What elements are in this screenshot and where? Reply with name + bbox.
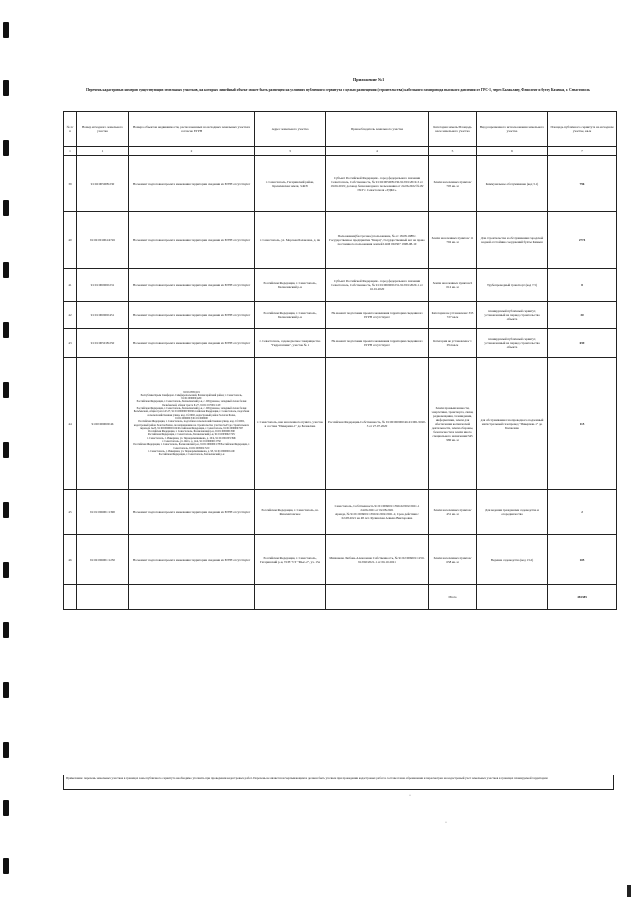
cell-owner: Севастополь, Собственность 91:01:006001:1390-02/002/2021-1 24.06.2021 от 02.08.2021 Аренда, № 91:01:006001:1390-91/002/2021-2, Срок действия с 02.08.2021 на 48 лет. Кучинская Алиева Викторовна: [326, 490, 429, 535]
table-row: [64, 358, 617, 490]
header-cell: Номер исходного земельного участка: [77, 112, 129, 147]
column-number: 1: [64, 147, 77, 156]
cell-use: Коммунальное обслуживание (код 3.1): [477, 156, 548, 212]
binding-hole: [3, 682, 9, 698]
table-row: [64, 535, 617, 585]
cell-owner: Субъект Российской Федерации - город федерального значения Севастополь, Собственность, № 91:01:000000:231-91/001/2020-1 от 16.01.2020: [326, 269, 429, 302]
binding-hole: [3, 800, 9, 816]
cell-category: Земли населенных пунктов/ 11 792 кв. м: [429, 212, 477, 269]
binding-hole: [3, 562, 9, 578]
cell-category: Категория не установлена/ 335 727 кв.м: [429, 302, 477, 329]
binding-hole: [3, 502, 9, 518]
binding-hole: [3, 622, 9, 638]
cell-category: Земли населенных пунктов/ 451 кв. м: [429, 490, 477, 535]
column-number: 2: [129, 147, 255, 156]
cell-n: 44: [64, 358, 77, 490]
cell-n: 41: [64, 269, 77, 302]
column-number: 1: [77, 147, 129, 156]
table-row: [64, 490, 617, 535]
stray-mark: ·: [445, 820, 447, 826]
stray-mark: ·: [409, 793, 411, 799]
table-row: [64, 156, 617, 212]
cell-parcel: 91:02:006001:1250: [77, 535, 129, 585]
cell-address: г. Севастополь, вне населенного пункта, участок в составе "Инкерман-1" до Балаклава: [255, 358, 326, 490]
cell-area: 2: [548, 490, 617, 535]
header-cell: Номера объектов недвижимости, расположенных на исходных земельных участках согласно ЕГРН: [129, 112, 255, 147]
cell-objects: На момент подготовки проекта межевания территории сведения из ЕГРН отсутствуют: [129, 490, 255, 535]
table-body: [64, 156, 617, 585]
binding-hole: [3, 80, 9, 96]
total-value: 481385: [548, 585, 617, 610]
total-row: [64, 585, 617, 610]
cell-category: Земли населенных пунктов/ 658 кв. м: [429, 535, 477, 585]
cell-objects: На момент подготовки проекта межевания территории сведения из ЕГРН отсутствуют: [129, 269, 255, 302]
cell-category: Земли населенных пунктов/ 705 кв. м: [429, 156, 477, 212]
column-number: 6: [477, 147, 548, 156]
cell-n: 42: [64, 302, 77, 329]
cell-category: Категория не установлена/ 1 054 кв.м: [429, 329, 477, 358]
binding-hole: [3, 140, 9, 156]
cell-use: Для ведения гражданами садоводства и огородничества: [477, 490, 548, 535]
cell-use: Для строительства и обслуживания городской водной отстойник сооружений бухты Камыш: [477, 212, 548, 269]
cell-n: 40: [64, 212, 77, 269]
cell-address: Российская Федерация, г. Севастополь, Балаклавский р-н: [255, 269, 326, 302]
header-row: [64, 112, 617, 147]
cell-use: Трубопроводный транспорт (код 7.5): [477, 269, 548, 302]
cell-n: 39: [64, 156, 77, 212]
cell-parcel: 91:01:005018:250: [77, 329, 129, 358]
cell-objects: На момент подготовки проекта межевания территории сведения из ЕГРН отсутствуют: [129, 329, 255, 358]
binding-hole: [3, 262, 9, 278]
cell-parcel: 91:01:000000:231: [77, 269, 129, 302]
cell-area: 796: [548, 156, 617, 212]
document-title: Перечень кадастровых номеров существующих земельных участков, на которых линейный объект может быть размещен на условиях публичного сервитута с целью размещения (строительства) кабельного газопровода высокого давления от ГРС-1, через Балаклаву, Флиолент и бухту Казачья, г. Севастополь: [86, 88, 590, 92]
header-cell: Правообладатель земельного участка: [326, 112, 429, 147]
table-note: Примечание: перечень земельных участков в границах зоны публичного сервитута необходимо уточнить при проведении кадастровых работ. Перечень не является исчерпывающим и должен быть уточнен при проведении кадастровых работ в составе плана обременения и пересмотрен на кадастровый учет земельных участков в границах планируемой территории: [63, 775, 614, 790]
cell-area: 105: [548, 535, 617, 585]
cell-category: Земли промышленности, энергетики, транспорта, связи, радиовещания, телевидения, информатики, земли для обеспечения космической деятельности, земли обороны, безопасности и земли иного специального назначения/345 980 кв. м: [429, 358, 477, 490]
cell-use: планируемый публичный сервитут, установленный на период строительства объекта: [477, 329, 548, 358]
cell-parcel: 91:01:006001:1390: [77, 490, 129, 535]
cell-area: 30: [548, 302, 617, 329]
cell-objects: На момент подготовки проекта межевания территории сведения из ЕГРН отсутствуют: [129, 212, 255, 269]
binding-hole: [3, 742, 9, 758]
cell-area: 115: [548, 358, 617, 490]
cell-area: 659: [548, 329, 617, 358]
column-number: 7: [548, 147, 617, 156]
cell-objects: 9:0:0:2385/219 Республика Крым Симфероп. Симферопольский, Бахчисарайский район; г. Севастополь, 91:01:000000:426/ Российская Федерация, г. Севастополь, Балаклавский р-н, с. Штурмовое, западный склон балки Бельбекской, общая трасса Р-27, 91:01:017001:143/ Российская Федерация, г. Севастополь, Балаклавский р-н, с. Штурмовое, западный склон балки Бельбекской, общая трасса Р-27, 91:01:000000:300/Российская Федерация, г. Севастополь, подсобная сельскохозяйственная улица, кад. 1б/2002, кадастровый район Золотая Балка, 91:01:000000:5/91:01:000000 Российская Федерация, г. Севастополь, подсобная сельскохозяйственная улица, кад. 1б/2002, кадастровый район Золотая Балка, по направлению на строительство участка №23 до строительного перехода №23, 91:00:000000:104/Российская Федерация, г. Севастополь, 91:01:000000:397 Российская Федерация, г. Севастополь, Балаклавский р-н, 91:01:000000:390 Российская Федерация, г. Севастополь, Балаклавский р-н, 91:01:003002:723/ г. Севастополь, г. Инкерман, ул. Черноремизникова, д. 10/4, 91:01:001003:396/ г. Севастополь, ул. Ялта, д. 12А, 91:01:000000:1750 Российская Федерация, г. Севастополь, Балаклавский р-н, 91:01:000000:178/Российская Федерация, г. Севастополь, 91:01:003002:722/ г. Севастополь, г. Инкерман, ул. Черноремизникова, д. 93, 91:01:000000:419/ Российская Федерация, г. Севастополь, Балаклавский р-н: [129, 358, 255, 490]
cell-address: Российская Федерация, г. Севастополь, Гагаринский р-н, ТСН "СТ "Мыс-2", уч. 15а: [255, 535, 326, 585]
cell-address: Российская Федерация, г. Севастополь, ш. Фиолентовское: [255, 490, 326, 535]
header-cell: Площадь публичного сервитута на исходном участке, кв.м: [548, 112, 617, 147]
cell-parcel: 91:01:000000:451: [77, 302, 129, 329]
binding-hole: [3, 200, 9, 216]
cell-objects: На момент подготовки проекта межевания территории сведения из ЕГРН отсутствуют: [129, 302, 255, 329]
binding-hole: [3, 442, 9, 458]
cell-n: 46: [64, 535, 77, 585]
cell-address: г. Севастополь, садоводческое товарищество "Гидротехник", участок № 1: [255, 329, 326, 358]
table-row: [64, 329, 617, 358]
cell-use: планируемый публичный сервитут, установленный на период строительства объекта: [477, 302, 548, 329]
column-number: 5: [429, 147, 477, 156]
cell-parcel: 91:02:001004:4726: [77, 212, 129, 269]
table-row: [64, 269, 617, 302]
cell-n: 43: [64, 329, 77, 358]
binding-hole: [3, 322, 9, 338]
column-number: 3: [255, 147, 326, 156]
cell-objects: На момент подготовки проекта межевания территории сведения из ЕГРН отсутствуют: [129, 156, 255, 212]
cell-address: Российская Федерация, г. Севастополь, Балаклавский р-н: [255, 302, 326, 329]
cell-n: 45: [64, 490, 77, 535]
cell-owner: Пользование(бессрочное) пользование, № от 18.08.1988 г. Государственное предприятие "Кварц", Государственный акт на право постоянного пользования землей I-КМ 002307 1998-08-10: [326, 212, 429, 269]
cell-use: для обслуживания газопроводного подземный магистральный газопровод "Инкерман-1" до Балаклава: [477, 358, 548, 490]
cell-parcel: 91:02:005008:230: [77, 156, 129, 212]
header-cell: № п/п: [64, 112, 77, 147]
cell-area: 2774: [548, 212, 617, 269]
cell-address: г. Севастополь, Гагаринский район, Кремлевская земля, 3-Ф/8: [255, 156, 326, 212]
header-cell: Адрес земельного участка: [255, 112, 326, 147]
cell-use: Ведение садоводства (код 13.2): [477, 535, 548, 585]
cell-address: г. Севастополь, ул. Морская Балаклава, д. 4в: [255, 212, 326, 269]
parcel-table: [63, 111, 617, 610]
column-number: 4: [326, 147, 429, 156]
appendix-label: Приложение №1: [353, 77, 385, 82]
table-row: [64, 212, 617, 269]
binding-hole: [3, 858, 9, 874]
binding-hole: [3, 382, 9, 398]
cell-category: Земли населенных пунктов/2 012 кв. м: [429, 269, 477, 302]
cell-owner: На момент подготовки проекта межевания территории сведения из ЕГРН отсутствуют: [326, 329, 429, 358]
cell-objects: На момент подготовки проекта межевания территории сведения из ЕГРН отсутствуют: [129, 535, 255, 585]
cell-owner: Российская Федерация-Собственность, № 91:00:000000:46-91/001/2020-3 от 27.07.2020: [326, 358, 429, 490]
table-row: [64, 302, 617, 329]
column-number-row: [64, 147, 617, 156]
cell-parcel: 91:00:000000:46: [77, 358, 129, 490]
header-cell: Категория земель/Площадь кв.м земельного участка: [429, 112, 477, 147]
header-cell: Вид разрешенного использования земельного участка: [477, 112, 548, 147]
binding-hole: [3, 22, 9, 38]
edge-mark: [627, 885, 631, 897]
cell-area: 8: [548, 269, 617, 302]
cell-owner: Субъект Российской Федерации - город федерального значения Севастополь, Собственность, № 91:02:005008:230-91/001/2019-3 от 19.06.2019; договор безвозмездного пользования от 24.06.2022 №18/ГКУ г. Севастополя «УДКС»: [326, 156, 429, 212]
total-label: Итого: [429, 585, 477, 610]
cell-owner: Мишанова Любовь Алексеевна Собственность, № 91:02:006001:1250-91/002/2021-1 от 06.10.2021: [326, 535, 429, 585]
cell-owner: На момент подготовки проекта межевания территории сведения из ЕГРН отсутствуют: [326, 302, 429, 329]
